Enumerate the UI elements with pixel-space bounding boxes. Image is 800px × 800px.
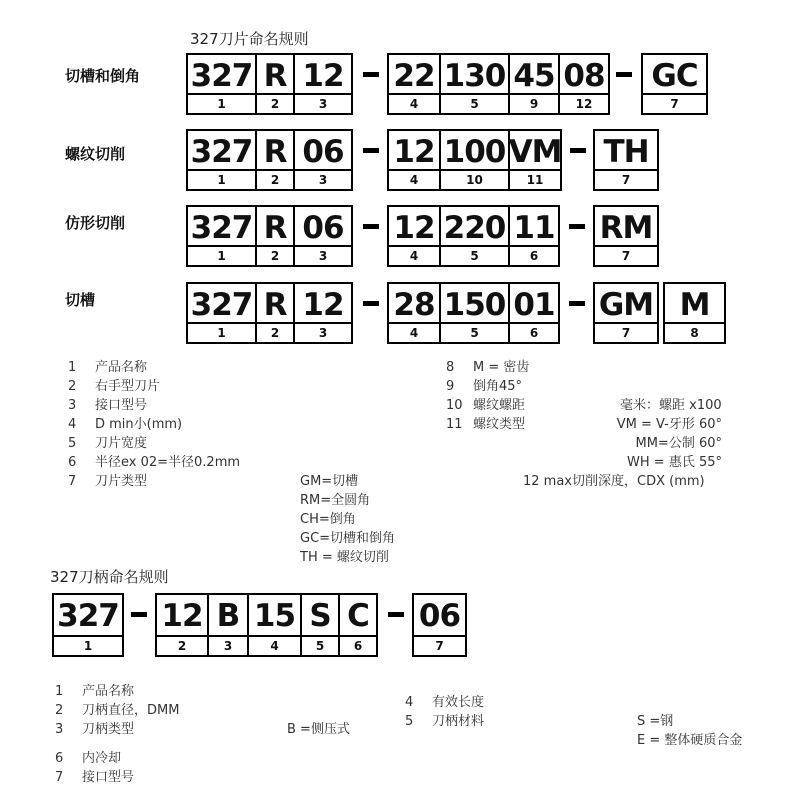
pitch-note: 毫米：螺距 x100 [620,398,722,413]
code-cell: 01 6 [508,282,560,344]
code-cell: 06 3 [293,129,353,191]
legend-item: 5 刀片宽度 [68,436,148,451]
separator-dash [363,301,379,306]
thread-type: WH = 惠氏 55° [627,455,722,470]
code-cell: 45 9 [508,53,560,115]
code-cell: 150 5 [439,282,510,344]
legend-item: 2 刀柄直径，DMM [55,703,180,718]
material-note: E = 整体硬质合金 [637,733,743,748]
code-cell: VM 11 [508,129,562,191]
legend-item: 1 产品名称 [68,360,148,375]
legend-item: 4 D min小(mm) [68,417,183,432]
separator-dash [363,72,379,77]
legend-item: 7 接口型号 [55,770,135,785]
code-cell: 08 12 [558,53,610,115]
separator-dash [569,301,585,306]
row-label-profiling: 仿形切削 [65,214,126,232]
legend-item: 9 倒角45° [446,379,523,394]
legend-item: 8 M = 密齿 [446,360,530,375]
code-cell: 327 1 [52,593,124,657]
code-cell: 06 7 [412,593,467,657]
code-cell: TH 7 [593,129,659,191]
code-cell: 220 5 [439,205,510,267]
code-cell: 12 4 [387,129,441,191]
legend-item: 3 接口型号 [68,398,148,413]
code-cell: R 2 [255,282,295,344]
legend-item: 2 右手型刀片 [68,379,161,394]
legend-item-12: 12 max切削深度，CDX (mm) [523,474,705,489]
holder-naming-title: 327刀柄命名规则 [50,568,169,586]
code-cell: C 6 [338,593,378,657]
separator-dash [131,612,147,617]
code-cell: 12 4 [387,205,441,267]
holder-type-note: B =侧压式 [287,722,350,737]
code-cell: B 3 [207,593,249,657]
code-cell: 12 3 [293,53,353,115]
separator-dash [363,224,379,229]
separator-dash [363,148,379,153]
legend-item: 1 产品名称 [55,684,135,699]
code-cell: 327 1 [186,53,257,115]
insert-type: TH = 螺纹切削 [300,550,389,565]
code-cell: 06 3 [293,205,353,267]
insert-type: GC=切槽和倒角 [300,531,396,546]
material-note: S =钢 [637,714,674,729]
code-cell: 327 1 [186,205,257,267]
code-cell: 327 1 [186,129,257,191]
legend-item: 5 刀柄材料 [405,714,485,729]
separator-dash [388,612,404,617]
code-cell: 327 1 [186,282,257,344]
legend-item: 6 半径ex 02=半径0.2mm [68,455,241,470]
legend-item: 7 刀片类型 [68,474,148,489]
legend-item: 4 有效长度 [405,695,485,710]
legend-item: 11 螺纹类型 [446,417,526,432]
code-cell: M 8 [663,282,726,344]
insert-naming-title: 327刀片命名规则 [190,30,309,48]
code-cell: 11 6 [508,205,560,267]
code-cell: RM 7 [593,205,659,267]
legend-item: 6 内冷却 [55,751,122,766]
code-cell: 15 4 [247,593,302,657]
code-cell: R 2 [255,53,295,115]
code-cell: S 5 [300,593,340,657]
row-label-threading: 螺纹切削 [65,145,126,163]
code-cell: 12 3 [293,282,353,344]
code-cell: 28 4 [387,282,441,344]
separator-dash [570,148,586,153]
insert-type: CH=倒角 [300,512,356,527]
separator-dash [616,72,632,77]
row-label-grooving: 切槽 [65,291,96,309]
code-cell: GM 7 [593,282,659,344]
thread-type: MM=公制 60° [635,436,722,451]
separator-dash [569,224,585,229]
row-label-grooving-chamfer: 切槽和倒角 [65,67,141,85]
code-cell: R 2 [255,129,295,191]
legend-item: 3 刀柄类型 [55,722,135,737]
code-cell: 12 2 [155,593,209,657]
insert-type: GM=切槽 [300,474,359,489]
insert-type: RM=全圆角 [300,493,371,508]
code-cell: 130 5 [439,53,510,115]
code-cell: GC 7 [641,53,708,115]
code-cell: R 2 [255,205,295,267]
code-cell: 100 10 [439,129,510,191]
thread-type: VM = V-牙形 60° [616,417,722,432]
code-cell: 22 4 [387,53,441,115]
legend-item: 10 螺纹螺距 [446,398,526,413]
